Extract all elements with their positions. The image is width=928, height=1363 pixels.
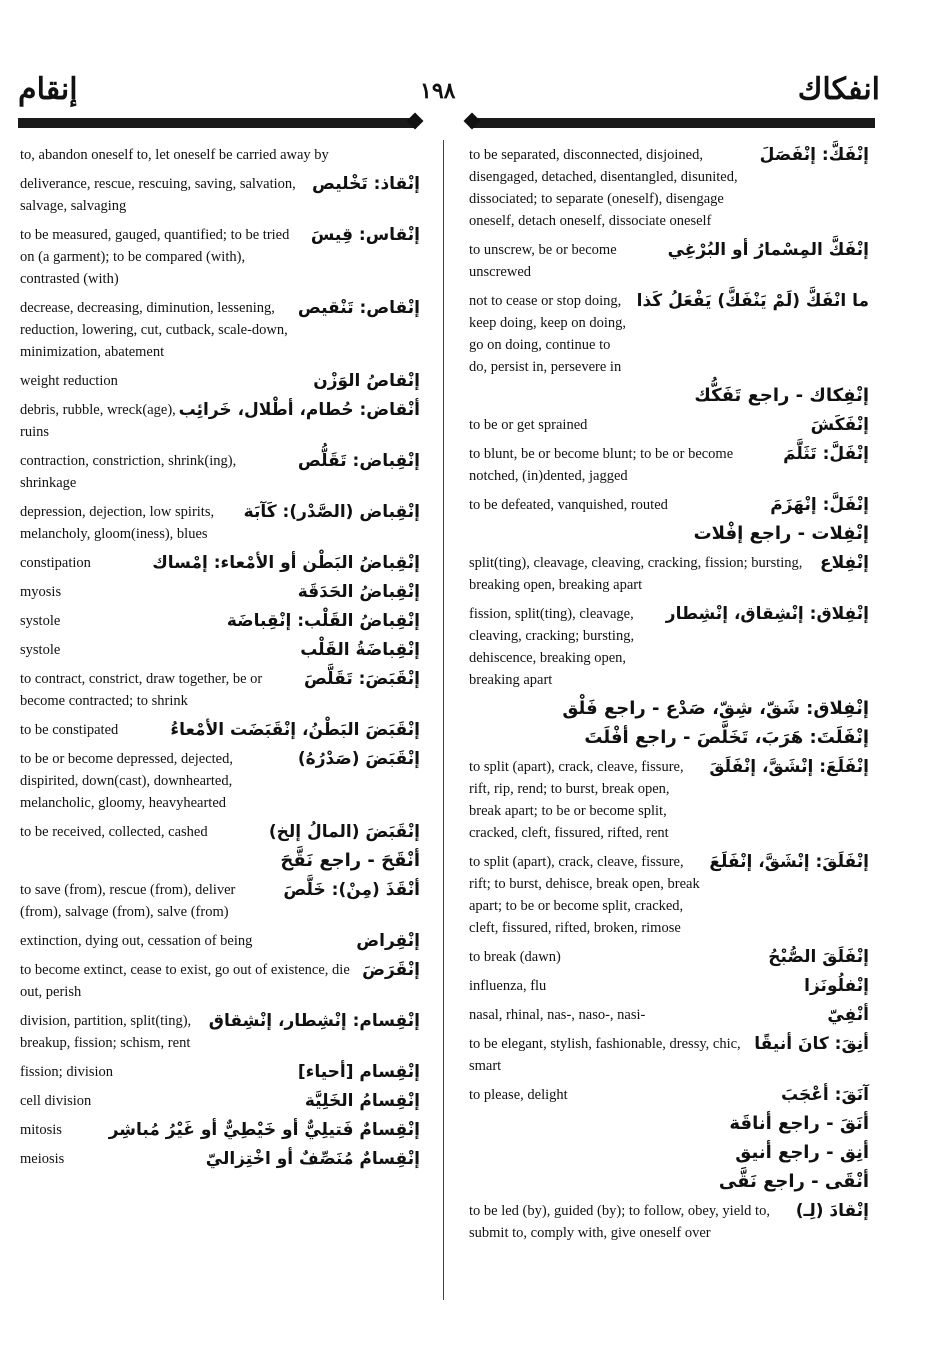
dictionary-entry: [469, 414, 869, 436]
entry-headword: إنْقِباضُ البَطْن أو الأمْعاء: إمْساك: [152, 553, 420, 573]
entry-definition: to be received, collected, cashed: [20, 824, 208, 840]
dictionary-entry: [469, 494, 869, 516]
entry-definition: to unscrew, be or become unscrewed: [469, 242, 617, 280]
entry-definition: to blunt, be or become blunt; to be or become notched, (in)dented, jagged: [469, 446, 734, 484]
header-rule-right: [470, 118, 875, 128]
dictionary-entry: [20, 719, 420, 741]
entry-definition: to be separated, disconnected, disjoined, disengaged, detached, disentangled, disunited, dissociated; to separate (oneself), disengage oneself, detach oneself, dissociate oneself: [469, 147, 738, 229]
entry-definition: influenza, flu: [469, 978, 547, 994]
entry-headword: إنْقَبَضَ البَطْنُ، إنْقَبَضَت الأمْعاءُ: [170, 720, 420, 740]
dictionary-entry: [20, 639, 420, 661]
dictionary-entry: [469, 443, 869, 487]
entry-definition: fission, split(ting), cleavage, cleaving, cracking; bursting, dehiscence, breaking open, breaking apart: [469, 606, 635, 688]
entry-headword: إنْقِسامٌ فَتيلِيٌّ أو خَيْطِيٌّ أو غَيْرُ مُباشِر: [108, 1120, 420, 1140]
entry-headword: إنْقادَ (لِـ): [795, 1201, 869, 1221]
dictionary-entry: [469, 523, 869, 545]
entry-definition: to save (from), rescue (from), deliver (from), salvage (from), salve (from): [20, 882, 236, 920]
entry-headword: إنْقَبَضَ (صَدْرُهُ): [297, 749, 420, 769]
dictionary-entry: [469, 1084, 869, 1106]
entry-definition: to please, delight: [469, 1087, 568, 1103]
entry-definition: division, partition, split(ting), breakup, fission; schism, rent: [20, 1013, 192, 1051]
dictionary-entry: [20, 552, 420, 574]
entry-definition: to be constipated: [20, 722, 119, 738]
entry-definition: to be elegant, stylish, fashionable, dressy, chic, smart: [469, 1036, 741, 1074]
dictionary-entry: [20, 959, 420, 1003]
dictionary-entry: [20, 850, 420, 872]
entry-headword: إنْفَلَعَ: إنْشَقَّ، إنْفَلَقَ: [709, 757, 869, 777]
dictionary-entry: [20, 224, 420, 290]
entry-headword: إنْفَكَّ: إنْفَصَلَ: [759, 145, 869, 165]
dictionary-entry: [20, 879, 420, 923]
entry-definition: to be led (by), guided (by); to follow, obey, yield to, submit to, comply with, give oneself over: [469, 1203, 770, 1241]
entry-definition: weight reduction: [20, 373, 118, 389]
entry-headword: إنْقِسام [أحياء]: [297, 1062, 420, 1082]
entry-headword: إنْفَلَّ: إنْهَزَمَ: [770, 495, 869, 515]
header-left-word: إنقام: [18, 72, 78, 107]
entry-definition: deliverance, rescue, rescuing, saving, salvation, salvage, salvaging: [20, 176, 296, 214]
entry-headword: إنْقَبَضَ: تَقَلَّصَ: [303, 669, 420, 689]
entry-headword: إنْقِباض: تَقَلُّص: [297, 451, 420, 471]
entry-headword: إنْفَلَقَ: إنْشَقَّ، إنْفَلَعَ: [709, 852, 869, 872]
dictionary-entry: [20, 610, 420, 632]
entry-headword: أنْقاض: حُطام، أطْلال، خَرائِب: [178, 400, 420, 420]
entry-definition: to be or become depressed, dejected, dispirited, down(cast), downhearted, melancholic, gloomy, heavyhearted: [20, 751, 233, 811]
dictionary-entry: [469, 385, 869, 407]
entry-definition: contraction, constriction, shrink(ing), shrinkage: [20, 453, 237, 491]
entry-headword: إنْفلُونَزا: [804, 976, 869, 996]
entry-headword: إنْفَكَّ المِسْمارُ أو البُرْغِي: [667, 240, 869, 260]
dictionary-entry: [469, 851, 869, 939]
dictionary-entry: [469, 756, 869, 844]
dictionary-entry: [469, 1200, 869, 1244]
entry-definition: to be measured, gauged, quantified; to be tried on (a garment); to be compared (with), contrasted (with): [20, 227, 290, 287]
entry-headword: إنْقَرَضَ: [362, 960, 420, 980]
dictionary-entry: [20, 1010, 420, 1054]
entry-headword: إنْقِسام: إنْشِطار، إنْشِقاق: [208, 1011, 420, 1031]
entry-headword: أنْقَذَ (مِنْ): خَلَّصَ: [283, 880, 420, 900]
entry-definition: depression, dejection, low spirits, melancholy, gloom(iness), blues: [20, 504, 215, 542]
dictionary-entry: [20, 1148, 420, 1170]
entry-definition: to be or get sprained: [469, 417, 588, 433]
page-number: ١٩٨: [420, 78, 456, 104]
dictionary-entry: [20, 1061, 420, 1083]
entry-headword: إنْقاص: تَنْقيص: [297, 298, 420, 318]
dictionary-entry: [469, 1142, 869, 1164]
entry-definition: to break (dawn): [469, 949, 561, 965]
entry-definition: systole: [20, 613, 61, 629]
entry-headword: آنَقَ: أعْجَبَ: [781, 1085, 869, 1105]
dictionary-entry: [20, 668, 420, 712]
dictionary-entry: [469, 1171, 869, 1193]
entry-definition: not to cease or stop doing, keep doing, keep on doing, go on doing, continue to do, persist in, persevere in: [469, 293, 627, 375]
dictionary-entry: [20, 748, 420, 814]
entry-headword: إنْقِسامٌ مُنَصِّفٌ أو اخْتِزاليّ: [205, 1149, 420, 1169]
entry-headword: أنِقَ: كانَ أنيقًا: [754, 1034, 869, 1054]
dictionary-entry: [469, 975, 869, 997]
entry-headword: إنْقِباض (الصَّدْر): كَآبَة: [243, 502, 420, 522]
entry-headword: إنْفَلَّ: تَثَلَّمَ: [783, 444, 869, 464]
right-column: [469, 144, 869, 1251]
entry-headword: إنْفِلات - راجع إفْلات: [693, 523, 869, 544]
entry-headword: إنْقاصُ الوَزْن: [313, 371, 420, 391]
entry-headword: إنْفِكاك - راجع تَفَكُّك: [694, 385, 869, 406]
dictionary-entry: [469, 290, 869, 378]
left-column: [20, 144, 420, 1177]
dictionary-entry: [20, 930, 420, 952]
entry-definition: meiosis: [20, 1151, 65, 1167]
entry-headword: إنْقِباضُ الحَدَقَة: [297, 582, 420, 602]
dictionary-entry: [20, 1090, 420, 1112]
entry-headword: إنْفِلاق: إنْشِقاق، إنْشِطار: [665, 604, 869, 624]
dictionary-entry: [469, 946, 869, 968]
dictionary-entry: [20, 501, 420, 545]
entry-headword: إنْفَكَشَ: [810, 415, 869, 435]
entry-headword: إنْقَبَضَ (المالُ إلخ): [268, 822, 420, 842]
entry-definition: extinction, dying out, cessation of being: [20, 933, 253, 949]
dictionary-entry: [20, 821, 420, 843]
entry-headword: ما انْفَكَّ (لَمْ يَنْفَكَّ) يَفْعَلُ كَذا: [636, 291, 869, 311]
entry-headword: أنْقَى - راجع نَقَّى: [718, 1171, 869, 1192]
dictionary-entry: [469, 144, 869, 232]
dictionary-entry: [469, 239, 869, 283]
entry-headword: إنْقِباضُ القَلْب: إنْقِباضَة: [226, 611, 420, 631]
entry-definition: to split (apart), crack, cleave, fissure, rift; to burst, dehisce, break open, break apart; to be or become split, cracked, cleft, fissured, rifted, broken, rimose: [469, 854, 700, 936]
dictionary-entry: [469, 1033, 869, 1077]
entry-headword: إنْقِسامُ الخَلِيَّة: [304, 1091, 420, 1111]
entry-headword: إنْقاس: قِيسَ: [310, 225, 420, 245]
dictionary-entry: [20, 173, 420, 217]
dictionary-entry: [469, 552, 869, 596]
entry-definition: to, abandon oneself to, let oneself be carried away by: [20, 147, 329, 163]
entry-definition: fission; division: [20, 1064, 114, 1080]
dictionary-entry: [20, 144, 420, 166]
header-right-word: انفكاك: [797, 72, 880, 107]
entry-headword: أنِق - راجع أنيق: [735, 1142, 869, 1163]
entry-headword: إنْفِلاق: شَقّ، شِقّ، صَدْع - راجع فَلْق: [562, 698, 869, 719]
dictionary-entry: [469, 698, 869, 720]
entry-headword: إنْفَلَقَ الصُّبْحُ: [768, 947, 869, 967]
dictionary-entry: [20, 370, 420, 392]
entry-definition: myosis: [20, 584, 62, 600]
entry-headword: إنْقِراض: [356, 931, 420, 951]
entry-headword: إنْقِباضَةُ القَلْب: [300, 640, 420, 660]
entry-definition: constipation: [20, 555, 91, 571]
dictionary-entry: [469, 727, 869, 749]
entry-definition: mitosis: [20, 1122, 62, 1138]
entry-definition: systole: [20, 642, 61, 658]
entry-definition: to split (apart), crack, cleave, fissure, rift, rip, rend; to burst, break open, break apart; to be or become split, cracked, cleft, fissured, rifted, rent: [469, 759, 684, 841]
dictionary-entry: [469, 1004, 869, 1026]
dictionary-entry: [469, 603, 869, 691]
entry-definition: split(ting), cleavage, cleaving, cracking, fission; bursting, breaking open, breaking apart: [469, 555, 803, 593]
entry-headword: أنْفِيّ: [827, 1005, 869, 1025]
dictionary-entry: [469, 1113, 869, 1135]
entry-definition: to contract, constrict, draw together, be or become contracted; to shrink: [20, 671, 263, 709]
dictionary-entry: [20, 581, 420, 603]
entry-definition: to be defeated, vanquished, routed: [469, 497, 668, 513]
entry-headword: أنْقَحَ - راجع نَقَّحَ: [280, 850, 420, 871]
dictionary-entry: [20, 297, 420, 363]
entry-definition: cell division: [20, 1093, 92, 1109]
dictionary-entry: [20, 450, 420, 494]
entry-headword: إنْفِلاع: [820, 553, 869, 573]
dictionary-entry: [20, 399, 420, 443]
entry-definition: nasal, rhinal, nas-, naso-, nasi-: [469, 1007, 646, 1023]
entry-definition: decrease, decreasing, diminution, lessening, reduction, lowering, cut, cutback, scale-down, minimization, abatement: [20, 300, 288, 360]
entry-definition: to become extinct, cease to exist, go out of existence, die out, perish: [20, 962, 350, 1000]
header-rule-left: [18, 118, 415, 128]
entry-headword: إنْفَلَتَ: هَرَبَ، تَخَلَّصَ - راجع أفْلَتَ: [584, 727, 869, 748]
entry-definition: debris, rubble, wreck(age), ruins: [20, 402, 176, 440]
dictionary-entry: [20, 1119, 420, 1141]
entry-headword: إنْقاذ: تَخْليص: [312, 174, 420, 194]
column-divider: [443, 140, 444, 1300]
entry-headword: أنَقَ - راجع أناقَة: [729, 1113, 869, 1134]
